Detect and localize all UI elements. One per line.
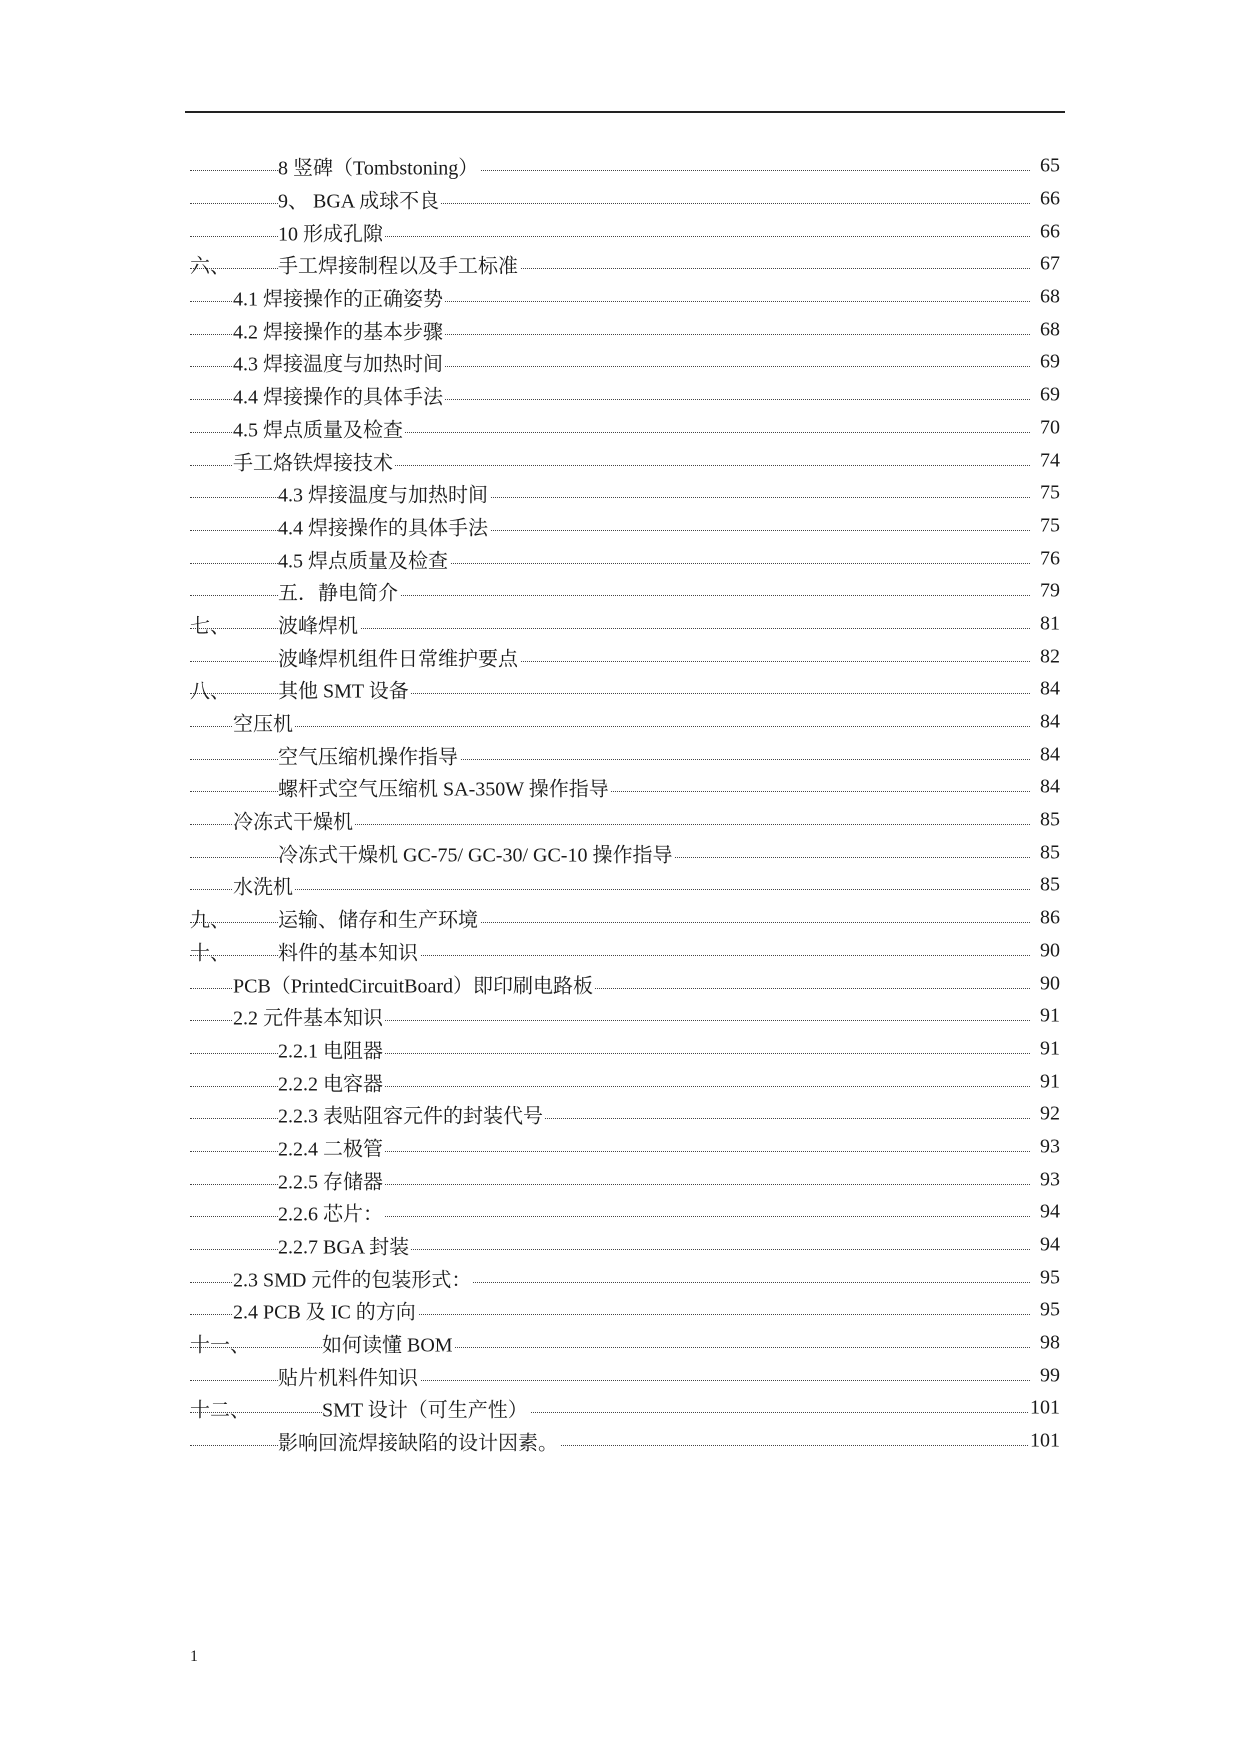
toc-entry-page: 91 <box>1040 1070 1060 1093</box>
toc-entry-page: 75 <box>1040 481 1060 504</box>
toc-entry[interactable] <box>190 738 1060 771</box>
toc-entry-page: 85 <box>1040 873 1060 896</box>
toc-entry[interactable] <box>190 1098 1060 1131</box>
toc-entry[interactable] <box>190 1196 1060 1229</box>
toc-entry[interactable] <box>190 869 1060 902</box>
toc-entry-title: 影响回流焊接缺陷的设计因素。 <box>278 1427 560 1456</box>
toc-entry-title: 2.2.2 电容器 <box>278 1067 385 1096</box>
toc-entry[interactable] <box>190 346 1060 379</box>
toc-entry-title: 8 竖碑（Tombstoning） <box>278 152 480 181</box>
toc-entry-title: 2.2.7 BGA 封装 <box>278 1231 411 1260</box>
toc-entry[interactable] <box>190 1065 1060 1098</box>
toc-entry-page: 67 <box>1040 252 1060 275</box>
toc-entry-title: 2.2.6 芯片： <box>278 1198 385 1227</box>
toc-entry[interactable] <box>190 771 1060 804</box>
toc-entry-page: 93 <box>1040 1168 1060 1191</box>
toc-entry-page: 69 <box>1040 350 1060 373</box>
toc-entry-title: 其他 SMT 设备 <box>278 675 411 704</box>
toc-entry[interactable] <box>190 379 1060 412</box>
toc-entry[interactable] <box>190 1359 1060 1392</box>
toc-entry[interactable] <box>190 836 1060 869</box>
toc-entry-title: 冷冻式干燥机 <box>233 806 355 835</box>
toc-entry[interactable] <box>190 1163 1060 1196</box>
toc-entry[interactable] <box>190 150 1060 183</box>
toc-entry[interactable] <box>190 1392 1060 1425</box>
toc-entry-page: 82 <box>1040 645 1060 668</box>
toc-entry-page: 90 <box>1040 972 1060 995</box>
toc-entry-page: 84 <box>1040 710 1060 733</box>
toc-entry-title: 4.3 焊接温度与加热时间 <box>233 348 445 377</box>
toc-entry[interactable] <box>190 215 1060 248</box>
toc-entry-title: 2.2.3 表贴阻容元件的封装代号 <box>278 1100 545 1129</box>
toc-entry-title: 料件的基本知识 <box>278 936 420 965</box>
toc-entry[interactable] <box>190 1131 1060 1164</box>
toc-entry[interactable] <box>190 1229 1060 1262</box>
toc-entry-page: 75 <box>1040 514 1060 537</box>
toc-entry-page: 68 <box>1040 285 1060 308</box>
toc-entry-title: PCB（PrintedCircuitBoard）即印刷电路板 <box>233 969 595 998</box>
toc-entry-title: 运输、储存和生产环境 <box>278 904 480 933</box>
toc-entry-title: 空压机 <box>233 708 295 737</box>
toc-entry-title: 贴片机料件知识 <box>278 1361 420 1390</box>
toc-entry-page: 93 <box>1040 1135 1060 1158</box>
toc-entry[interactable] <box>190 1000 1060 1033</box>
toc-entry-title: 4.3 焊接温度与加热时间 <box>278 479 490 508</box>
toc-chapter-number: 七、 <box>190 615 230 638</box>
toc-entry-page: 84 <box>1040 677 1060 700</box>
toc-entry[interactable] <box>190 902 1060 935</box>
toc-dot-leader <box>190 1412 1030 1413</box>
toc-entry[interactable] <box>190 1033 1060 1066</box>
toc-entry-page: 66 <box>1040 220 1060 243</box>
toc-entry-page: 95 <box>1040 1266 1060 1289</box>
toc-dot-leader <box>190 889 1030 890</box>
toc-entry-title: 2.4 PCB 及 IC 的方向 <box>233 1296 418 1325</box>
toc-entry-page: 86 <box>1040 906 1060 929</box>
toc-entry-page: 99 <box>1040 1364 1060 1387</box>
toc-entry-page: 84 <box>1040 775 1060 798</box>
toc-dot-leader <box>190 726 1030 727</box>
toc-entry[interactable] <box>190 575 1060 608</box>
toc-entry[interactable] <box>190 1294 1060 1327</box>
toc-entry-title: 五．静电简介 <box>278 577 400 606</box>
toc-entry-title: SMT 设计（可生产性） <box>322 1394 530 1423</box>
toc-entry-page: 79 <box>1040 579 1060 602</box>
toc-entry-title: 波峰焊机组件日常维护要点 <box>278 642 520 671</box>
toc-entry-page: 101 <box>1030 1396 1060 1419</box>
page-number: 1 <box>190 1648 198 1665</box>
toc-entry[interactable] <box>190 281 1060 314</box>
toc-entry-title: 10 形成孔隙 <box>278 217 385 246</box>
toc-entry-page: 91 <box>1040 1037 1060 1060</box>
header-rule <box>185 111 1065 113</box>
toc-entry[interactable] <box>190 935 1060 968</box>
toc-entry-title: 手工烙铁焊接技术 <box>233 446 395 475</box>
toc-entry-title: 4.2 焊接操作的基本步骤 <box>233 315 445 344</box>
toc-entry-title: 螺杆式空气压缩机 SA-350W 操作指导 <box>278 773 611 802</box>
toc-entry-page: 94 <box>1040 1233 1060 1256</box>
toc-entry-page: 70 <box>1040 416 1060 439</box>
toc-entry-page: 98 <box>1040 1331 1060 1354</box>
toc-entry-title: 4.1 焊接操作的正确姿势 <box>233 283 445 312</box>
toc-chapter-number: 九、 <box>190 909 230 932</box>
toc-entry-title: 冷冻式干燥机 GC-75/ GC-30/ GC-10 操作指导 <box>278 838 674 867</box>
toc-entry-title: 2.3 SMD 元件的包装形式： <box>233 1263 473 1292</box>
toc-entry[interactable] <box>190 608 1060 641</box>
toc-entry-title: 9、 BGA 成球不良 <box>278 185 441 214</box>
toc-chapter-number: 六、 <box>190 255 230 278</box>
toc-entry-page: 85 <box>1040 841 1060 864</box>
toc-entry[interactable] <box>190 673 1060 706</box>
toc-entry-page: 85 <box>1040 808 1060 831</box>
toc-entry-title: 2.2 元件基本知识 <box>233 1002 385 1031</box>
toc-chapter-number: 十二、 <box>190 1399 250 1422</box>
toc-entry-page: 92 <box>1040 1102 1060 1125</box>
toc-chapter-number: 十一、 <box>190 1334 250 1357</box>
toc-entry[interactable] <box>190 183 1060 216</box>
toc-entry-page: 76 <box>1040 547 1060 570</box>
toc-entry[interactable] <box>190 1327 1060 1360</box>
toc-entry-page: 95 <box>1040 1298 1060 1321</box>
toc-entry[interactable] <box>190 706 1060 739</box>
toc-entry[interactable] <box>190 1261 1060 1294</box>
table-of-contents <box>190 150 1060 1458</box>
toc-chapter-number: 八、 <box>190 680 230 703</box>
toc-entry-page: 81 <box>1040 612 1060 635</box>
toc-entry-page: 74 <box>1040 449 1060 472</box>
toc-entry-title: 2.2.1 电阻器 <box>278 1034 385 1063</box>
toc-entry-title: 4.4 焊接操作的具体手法 <box>233 381 445 410</box>
toc-entry-title: 水洗机 <box>233 871 295 900</box>
toc-dot-leader <box>190 1347 1030 1348</box>
toc-entry[interactable] <box>190 804 1060 837</box>
toc-entry[interactable] <box>190 967 1060 1000</box>
toc-entry-title: 2.2.4 二极管 <box>278 1132 385 1161</box>
toc-entry-title: 4.5 焊点质量及检查 <box>278 544 450 573</box>
toc-entry-title: 4.4 焊接操作的具体手法 <box>278 511 490 540</box>
toc-entry-page: 94 <box>1040 1200 1060 1223</box>
toc-entry-page: 101 <box>1030 1429 1060 1452</box>
toc-entry-page: 91 <box>1040 1004 1060 1027</box>
toc-entry-title: 2.2.5 存储器 <box>278 1165 385 1194</box>
toc-entry[interactable] <box>190 510 1060 543</box>
toc-entry-title: 空气压缩机操作指导 <box>278 740 460 769</box>
toc-entry[interactable] <box>190 412 1060 445</box>
toc-entry-page: 68 <box>1040 318 1060 341</box>
toc-entry[interactable] <box>190 444 1060 477</box>
toc-entry[interactable] <box>190 248 1060 281</box>
toc-entry[interactable] <box>190 313 1060 346</box>
toc-entry-page: 65 <box>1040 154 1060 177</box>
toc-entry-title: 如何读懂 BOM <box>322 1329 455 1358</box>
toc-entry[interactable] <box>190 1425 1060 1458</box>
toc-entry[interactable] <box>190 477 1060 510</box>
toc-entry[interactable] <box>190 640 1060 673</box>
toc-entry-title: 波峰焊机 <box>278 609 360 638</box>
toc-entry-page: 66 <box>1040 187 1060 210</box>
toc-entry-page: 84 <box>1040 743 1060 766</box>
toc-entry-title: 手工焊接制程以及手工标准 <box>278 250 520 279</box>
toc-entry-page: 90 <box>1040 939 1060 962</box>
toc-entry-title: 4.5 焊点质量及检查 <box>233 413 405 442</box>
toc-entry[interactable] <box>190 542 1060 575</box>
toc-chapter-number: 十、 <box>190 942 230 965</box>
toc-entry-page: 69 <box>1040 383 1060 406</box>
